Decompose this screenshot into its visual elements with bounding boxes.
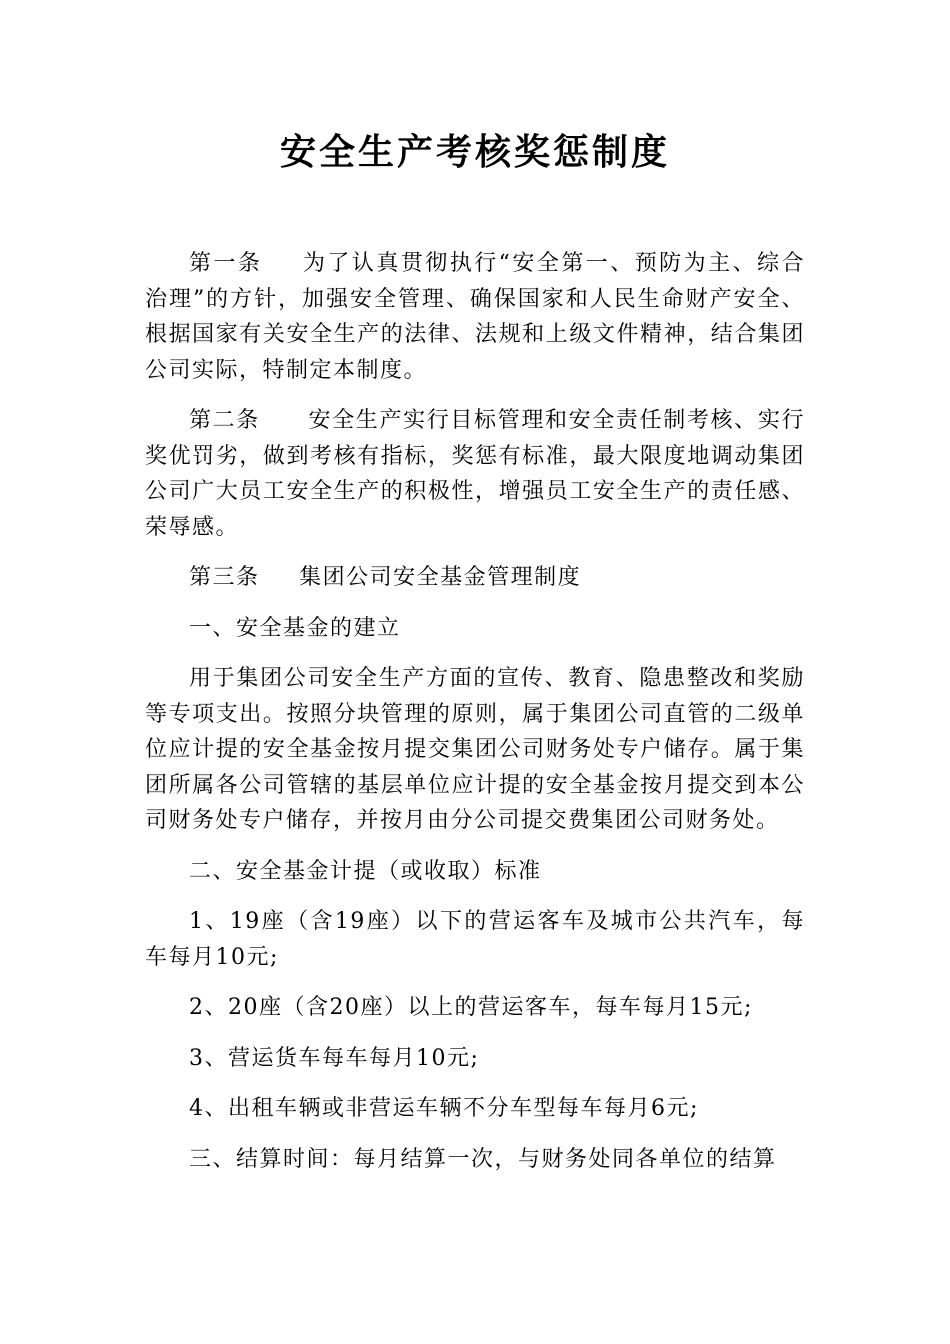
section-heading: 二、安全基金计提（或收取）标准 — [189, 858, 542, 884]
list-item: 4、出租车辆或非营运车辆不分车型每车每月6元; — [189, 1096, 699, 1121]
article-1 — [145, 246, 805, 388]
article-label: 第一条 — [189, 251, 263, 276]
paragraph: 用于集团公司安全生产方面的宣传、教育、隐患整改和奖励等专项支出。按照分块管理的原则，属于集团公司直管的二级单位应计提的安全基金按月提交集团公司财务处专户储存。属于集团所属各公司管辖的基层单位应计提的安全基金按月提交到本公司财务处专户储存，并按月由分公司提交费集团公司财务处。 — [145, 666, 805, 833]
list-item: 2、20座（含20座）以上的营运客车，每车每月15元; — [189, 995, 753, 1020]
article-text: 安全生产实行目标管理和安全责任制考核、实行奖优罚劣，做到考核有指标，奖惩有标准，最大限度地调动集团公司广大员工安全生产的积极性，增强员工安全生产的责任感、荣辱感。 — [145, 408, 805, 540]
article-text: 集团公司安全基金管理制度 — [299, 565, 582, 590]
section-heading: 一、安全基金的建立 — [189, 615, 401, 641]
section-heading: 三、结算时间：每月结算一次，与财务处同各单位的结算 — [189, 1146, 777, 1172]
list-item: 1、19座（含19座）以下的营运客车及城市公共汽车，每车每月10元; — [145, 909, 805, 970]
list-item: 3、营运货车每车每月10元; — [189, 1045, 480, 1071]
article-label: 第三条 — [189, 565, 260, 590]
document-body — [145, 246, 805, 1192]
article-3 — [145, 560, 805, 596]
article-2 — [145, 403, 805, 545]
document-title: 安全生产考核奖惩制度 — [279, 131, 670, 173]
article-label: 第二条 — [189, 408, 260, 433]
article-text: 为了认真贯彻执行“安全第一、预防为主、综合治理”的方针，加强安全管理、确保国家和人民生命财产安全、根据国家有关安全生产的法律、法规和上级文件精神，结合集团公司实际，特制定本制度。 — [145, 251, 805, 383]
